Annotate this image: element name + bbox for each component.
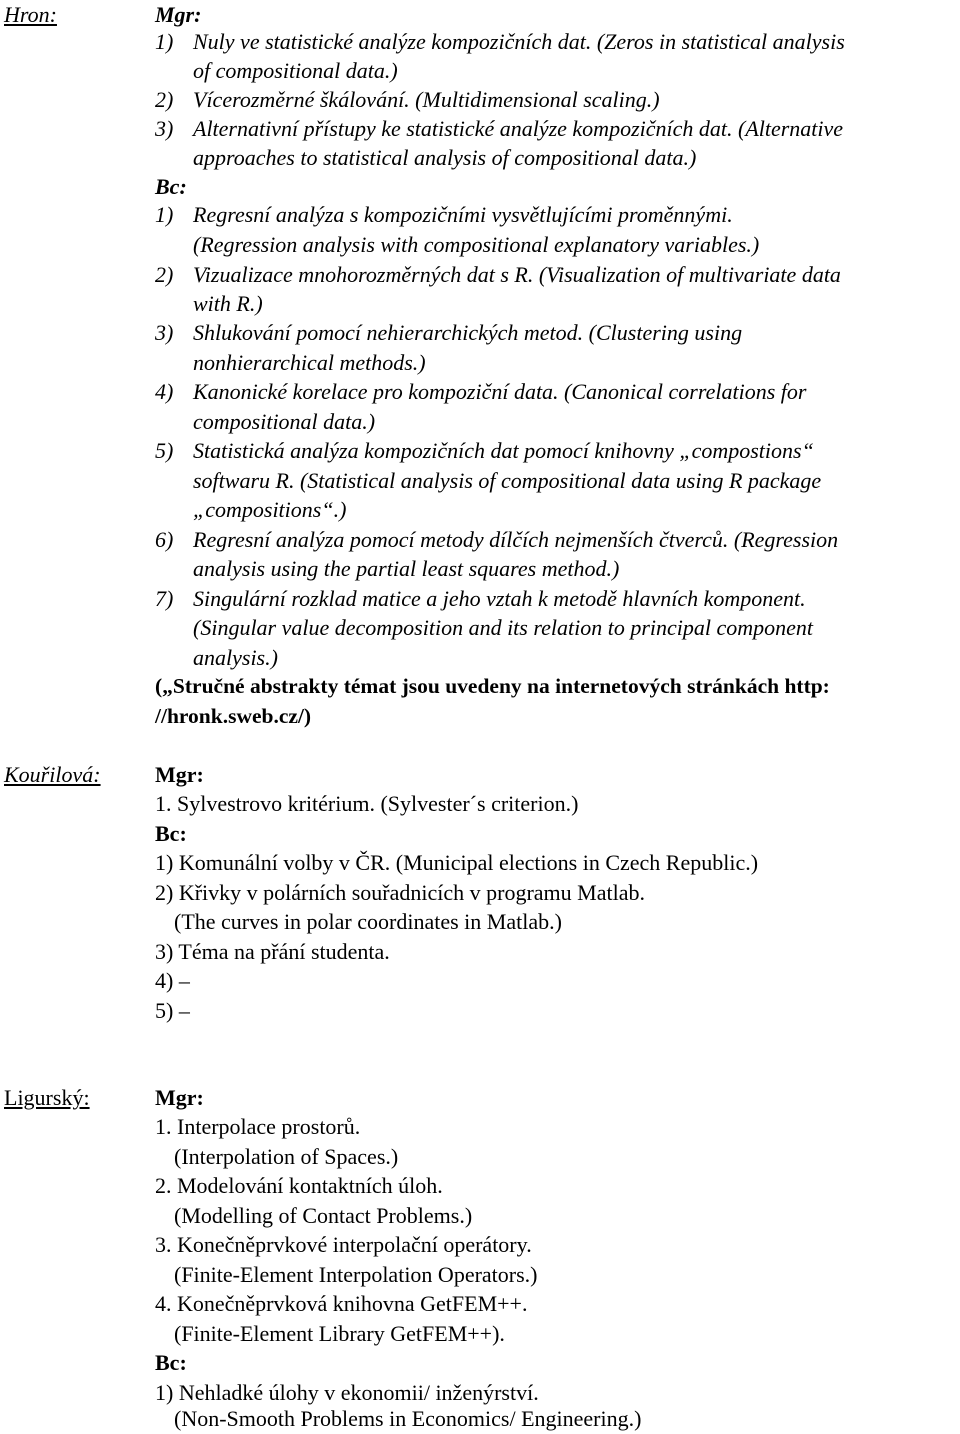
list-item: 2) Vícerozměrné škálování. (Multidimensional scaling.) (155, 87, 660, 112)
list-item: 3) Alternativní přístupy ke statistické analýze kompozičních dat. (Alternative (155, 116, 844, 141)
teacher-name-ligursky: Ligurský: (4, 1085, 90, 1110)
hron-mgr-label: Mgr: (155, 2, 202, 27)
list-item: 6) Regresní analýza pomocí metody dílčích nejmenších čtverců. (Regression (155, 527, 839, 552)
list-item-cont: with R.) (193, 291, 263, 316)
list-item-cont: (The curves in polar coordinates in Matlab.) (174, 909, 562, 934)
list-item: 1. Interpolace prostorů. (155, 1114, 361, 1139)
list-item-cont: of compositional data.) (193, 58, 398, 83)
list-item-cont: (Finite-Element Interpolation Operators.) (174, 1262, 538, 1287)
list-item-cont: analysis using the partial least squares method.) (193, 556, 620, 581)
list-item-cont: (Interpolation of Spaces.) (174, 1144, 399, 1169)
list-item: 7) Singulární rozklad matice a jeho vztah k metodě hlavních komponent. (155, 586, 806, 611)
list-item: 5) Statistická analýza kompozičních dat pomocí knihovny „compostions“ (155, 438, 814, 463)
list-item-cont: „compositions“.) (193, 497, 347, 522)
list-item-cont: (Singular value decomposition and its relation to principal component (193, 615, 814, 640)
list-item: 3) Téma na přání studenta. (155, 939, 390, 964)
hron-bc-label: Bc: (155, 174, 187, 199)
list-item: 3. Konečněprvkové interpolační operátory. (155, 1232, 532, 1257)
abstract-note-cont: //hronk.sweb.cz/) (155, 704, 312, 728)
list-item: 4) – (155, 968, 190, 993)
list-item: 1) Komunální volby v ČR. (Municipal elections in Czech Republic.) (155, 850, 759, 875)
kourilova-mgr-label: Mgr: (155, 762, 204, 787)
list-item-cont: compositional data.) (193, 409, 376, 434)
list-item-cont: (Finite-Element Library GetFEM++). (174, 1321, 505, 1346)
ligursky-mgr-label: Mgr: (155, 1085, 204, 1110)
teacher-name-kourilova: Kouřilová: (4, 762, 101, 787)
list-item-cont: (Non-Smooth Problems in Economics/ Engineering.) (174, 1406, 642, 1431)
list-item: 4) Kanonické korelace pro kompoziční data. (Canonical correlations for (155, 379, 807, 404)
list-item: 1) Nuly ve statistické analýze kompozičních dat. (Zeros in statistical analysis (155, 29, 845, 54)
list-item: 4. Konečněprvková knihovna GetFEM++. (155, 1291, 528, 1316)
list-item: 5) – (155, 998, 190, 1023)
list-item: 1) Regresní analýza s kompozičními vysvětlujícími proměnnými. (155, 202, 733, 227)
list-item-cont: approaches to statistical analysis of compositional data.) (193, 145, 697, 170)
list-item: 2. Modelování kontaktních úloh. (155, 1173, 443, 1198)
teacher-name-hron: Hron: (4, 2, 57, 27)
list-item-cont: analysis.) (193, 645, 278, 670)
list-item-cont: softwaru R. (Statistical analysis of compositional data using R package (193, 468, 822, 493)
list-item: 3) Shlukování pomocí nehierarchických metod. (Clustering using (155, 320, 743, 345)
list-item: 1. Sylvestrovo kritérium. (Sylvester´s criterion.) (155, 791, 579, 816)
ligursky-bc-label: Bc: (155, 1350, 187, 1375)
list-item-cont: (Regression analysis with compositional explanatory variables.) (193, 232, 760, 257)
kourilova-bc-label: Bc: (155, 821, 187, 846)
list-item-cont: (Modelling of Contact Problems.) (174, 1203, 473, 1228)
list-item: 2) Vizualizace mnohorozměrných dat s R. (Visualization of multivariate data (155, 262, 841, 287)
list-item: 1) Nehladké úlohy v ekonomii/ inženýrství. (155, 1380, 539, 1405)
abstract-note: („Stručné abstrakty témat jsou uvedeny na internetových stránkách http: (155, 674, 830, 698)
list-item-cont: nonhierarchical methods.) (193, 350, 426, 375)
list-item: 2) Křivky v polárních souřadnicích v programu Matlab. (155, 880, 645, 905)
